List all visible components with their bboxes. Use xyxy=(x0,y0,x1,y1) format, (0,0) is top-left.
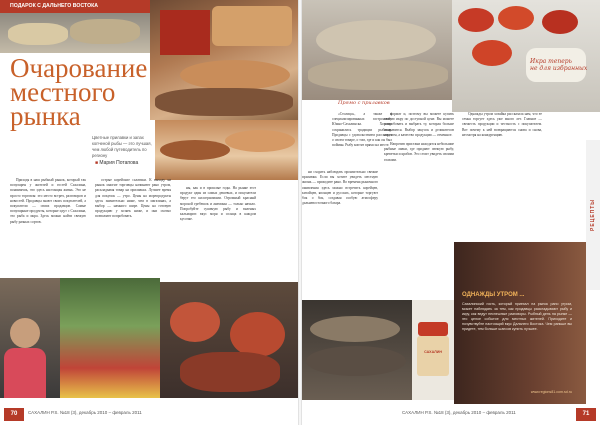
footer-left-text: САХАЛИН Р.S. №18 (3), декабрь 2010 – февраль 2011 xyxy=(28,410,142,415)
page-number-right: 71 xyxy=(576,408,596,421)
article-column-2-text: острые корейские салатики. К выходу на рынок многие торговцы начинают рано утром, раскладывая товар на прилавках. Лучшее время для покупок — утро. Цены на морепродукты здесь значительно ниже, чем в магазинах, а выбор — намного шире. Цены на готовую продукцию у хозяек ниже, и они охотно позволяют попробовать. xyxy=(95,178,171,219)
photo-market-stall xyxy=(150,0,298,120)
byline-marker-icon: ■ xyxy=(95,160,100,166)
photo-vendor-woman xyxy=(0,278,60,398)
article-column-5 xyxy=(332,112,392,168)
right-page xyxy=(302,0,600,425)
footer-right xyxy=(302,404,600,425)
photo-salted-fish xyxy=(0,13,150,53)
article-column-6b-text: Напротив пристани находятся небольшие рыбные лавки, где продают свежую рыбу, креветки и крабов. Это стоит увидеть своими глазами. xyxy=(384,142,454,162)
photo-clams xyxy=(302,300,412,400)
article-column-4-text: ни сходить наблюдать пронзительно свежие прилавки. Если вы хотите увидеть местную жизнь — приходите рано. Во времена рыночного оживления здесь можно встретить корейцев, китайцев, японцев и русских, которые торгуют бок о бок, создавая особую атмосферу дальневосточного базара. xyxy=(302,170,378,206)
section-tab: ПОДАРОК С ДАЛЬНЕГО ВОСТОКА xyxy=(0,0,150,13)
footer-left xyxy=(0,404,298,425)
photo-fish-pile xyxy=(155,120,298,180)
left-page xyxy=(0,0,298,425)
photo-caviar-bowls xyxy=(452,0,600,112)
sidebar-title: ОДНАЖДЫ УТРОМ ... xyxy=(462,292,525,298)
page-gutter xyxy=(298,0,302,425)
sidebar-url: www.regions81.com.sd.ru xyxy=(530,390,572,394)
title-block xyxy=(10,53,150,131)
article-column-1 xyxy=(10,178,86,278)
article-column-7-text: Однажды утром хозяйка рассказала нам, что ее семья торгует здесь уже много лет. Главное — свежесть продукции и честность с покупателем. Вот почему к ней возвращаются снова и снова, несмотря на конкуренцию. xyxy=(462,112,542,137)
byline xyxy=(95,160,155,166)
page-number-left: 70 xyxy=(4,408,24,421)
article-column-6-text: формат и, поэтому вы можете купить любую икру по доступной цене. Вы можете попробовать и выбрать ту, которая больше понравится. Выбор закусок и деликатесов огромен, а качество продукции — отменное. xyxy=(384,112,454,137)
article-column-3-text: ны, как и в прошлые годы. На рынке этот продукт один из самых дешевых, и покупатели берут его килограммами. Огромный красный морской гребешок и анемоны — только начало. Попробуйте сушеную рыбу и вяленых кальмаров: вкус моря и солнца в каждом кусочке. xyxy=(180,186,256,222)
photo-fish-display xyxy=(302,0,452,100)
photo-caviar-jar xyxy=(412,300,454,400)
photo-caption-mid: Прямо с прилавков xyxy=(338,100,390,106)
sidebar-text: Сахалинский гость, который приехал на рынок рано утром, может наблюдать за тем, как продавцы раскладывают рыбу и икру, как ведут неспешные разговоры. Рыбный день на рынке — это целое событие для местных жителей. Приходите и почувствуйте настоящий вкус Дальнего Востока. Чем раньше вы придете, тем больше шансов купить лучшее. xyxy=(462,302,572,331)
photo-produce-stall xyxy=(60,278,160,398)
footer-right-text: САХАЛИН Р.S. №18 (3), декабрь 2010 – февраль 2011 xyxy=(402,410,516,415)
photo-crabs xyxy=(160,282,298,398)
page-title-line-3: рынка xyxy=(10,101,81,131)
article-column-7 xyxy=(462,112,542,262)
article-column-1-text: Приходя в наш рыбный рынок, который так популярен у жителей и гостей Сахалина, понимаешь, что здесь настоящая жизнь. Это не просто торговля: это место встреч, разговоров и новостей. Продавцы знают своих покупателей, а покупатели — своих продавцов. Самые популярные продукты, которые идут с Сахалина, это рыба и икра. Здесь можно найти свежую рыбу разных сортов. xyxy=(10,178,86,224)
photo-caption-top: Икра теперь не для избранных xyxy=(530,58,588,72)
sidebar-box xyxy=(454,242,586,404)
subtitle: Цветные прилавки и запах копченой рыбы — это лучшая, чем любой путеводитель по региону xyxy=(92,135,152,158)
side-tab-label: РЕЦЕПТЫ xyxy=(590,198,596,232)
page-title-line-1: Очарование xyxy=(10,53,148,83)
article-column-5-text: «Столица», а также в специализированных гастрономах Южно-Сахалинска. Хорошо сохранились традиции рыбаков. Продавцы с удовольствием расскажут о своем товаре, о том, где и как он был пойман. Рыбу коптят прямо на месте. xyxy=(332,112,392,148)
jar-label: САХАЛИН xyxy=(424,350,442,354)
article-column-6 xyxy=(384,112,454,262)
side-tab xyxy=(586,140,600,290)
page-title-line-2: местного xyxy=(10,77,116,107)
article-column-3 xyxy=(180,186,256,286)
byline-name: Мария Потапова xyxy=(99,160,139,166)
article-column-2 xyxy=(95,178,171,278)
